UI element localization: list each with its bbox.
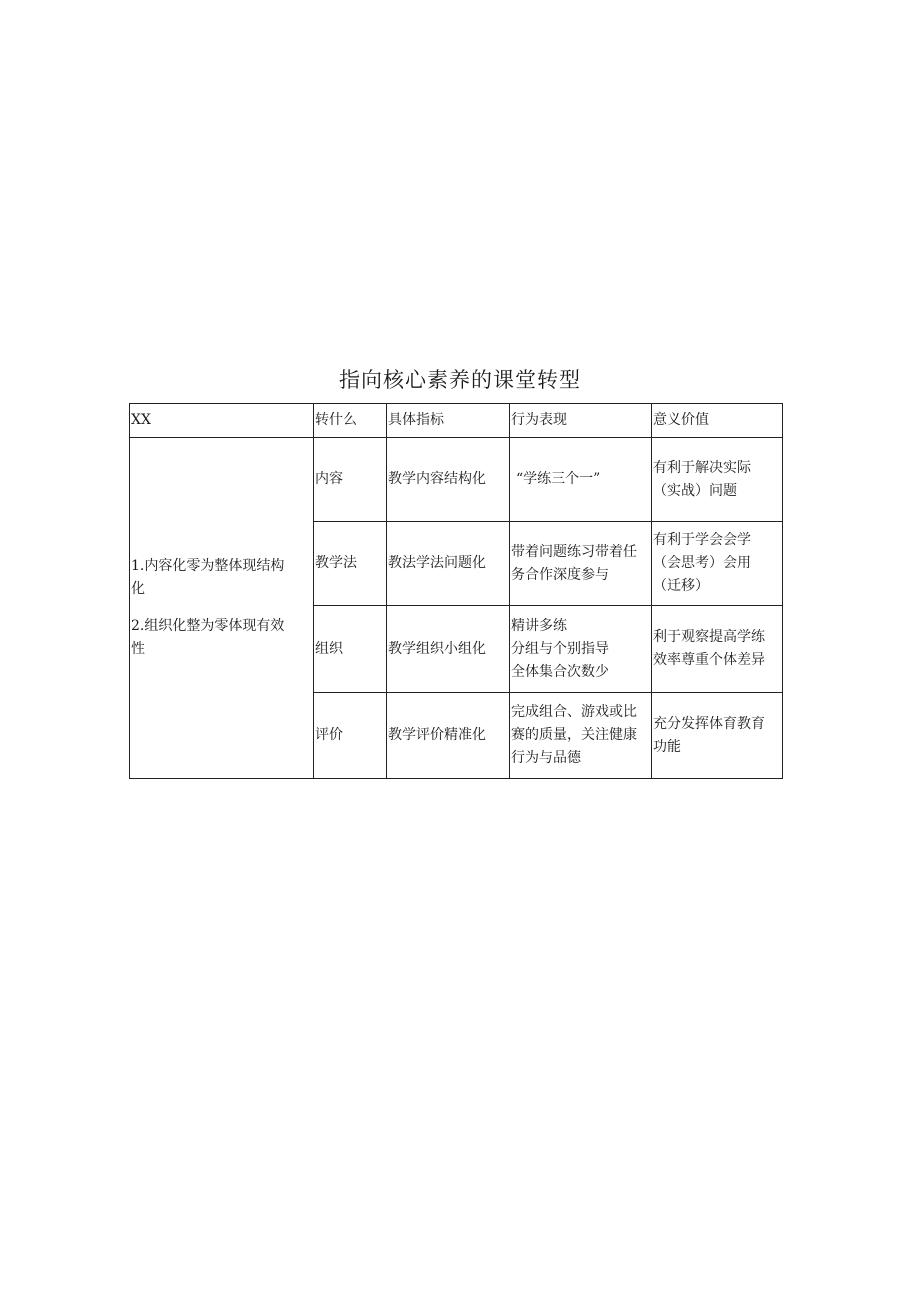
cell-what: 评价 <box>314 693 387 779</box>
value-text: 有利于学会会学 （会思考）会用 （迁移） <box>653 532 751 594</box>
cell-value <box>652 522 783 606</box>
lead-item-2: 2.组织化整为零体现有效 性 <box>131 618 285 657</box>
header-behavior: 行为表现 <box>510 404 652 438</box>
cell-value <box>652 606 783 693</box>
value-text: 充分发挥体育教育 功能 <box>653 715 765 755</box>
cell-behavior <box>510 438 652 522</box>
cell-what: 组织 <box>314 606 387 693</box>
document-title: 指向核心素养的课堂转型 <box>339 368 581 392</box>
header-xx: XX <box>130 404 314 438</box>
cell-indicator: 教学评价精准化 <box>387 693 510 779</box>
table-header-row <box>130 404 783 438</box>
cell-what: 内容 <box>314 438 387 522</box>
behavior-text: “学练三个一” <box>516 471 601 487</box>
header-value: 意义价值 <box>652 404 783 438</box>
cell-value <box>652 438 783 522</box>
cell-indicator: 教法学法问题化 <box>387 522 510 606</box>
cell-what: 教学法 <box>314 522 387 606</box>
lead-item-1: 1.内容化零为整体现结构 化 <box>131 558 285 597</box>
behavior-text: 精讲多练 分组与个别指导 全体集合次数少 <box>511 617 609 680</box>
cell-value <box>652 693 783 779</box>
table-row <box>130 438 783 522</box>
cell-indicator: 教学内容结构化 <box>387 438 510 522</box>
value-text: 利于观察提高学练 效率尊重个体差异 <box>653 629 765 668</box>
cell-behavior <box>510 606 652 693</box>
behavior-text: 带着问题练习带着任 务合作深度参与 <box>511 543 637 583</box>
cell-behavior <box>510 522 652 606</box>
behavior-text: 完成组合、游戏或比 赛的质量，关注健康 行为与品德 <box>511 704 637 766</box>
header-what: 转什么 <box>314 404 387 438</box>
cell-behavior <box>510 693 652 779</box>
core-literacy-table <box>129 403 783 779</box>
header-indicator: 具体指标 <box>387 404 510 438</box>
lead-cell <box>130 438 314 779</box>
cell-indicator: 教学组织小组化 <box>387 606 510 693</box>
value-text: 有利于解决实际 （实战）问题 <box>653 459 751 499</box>
